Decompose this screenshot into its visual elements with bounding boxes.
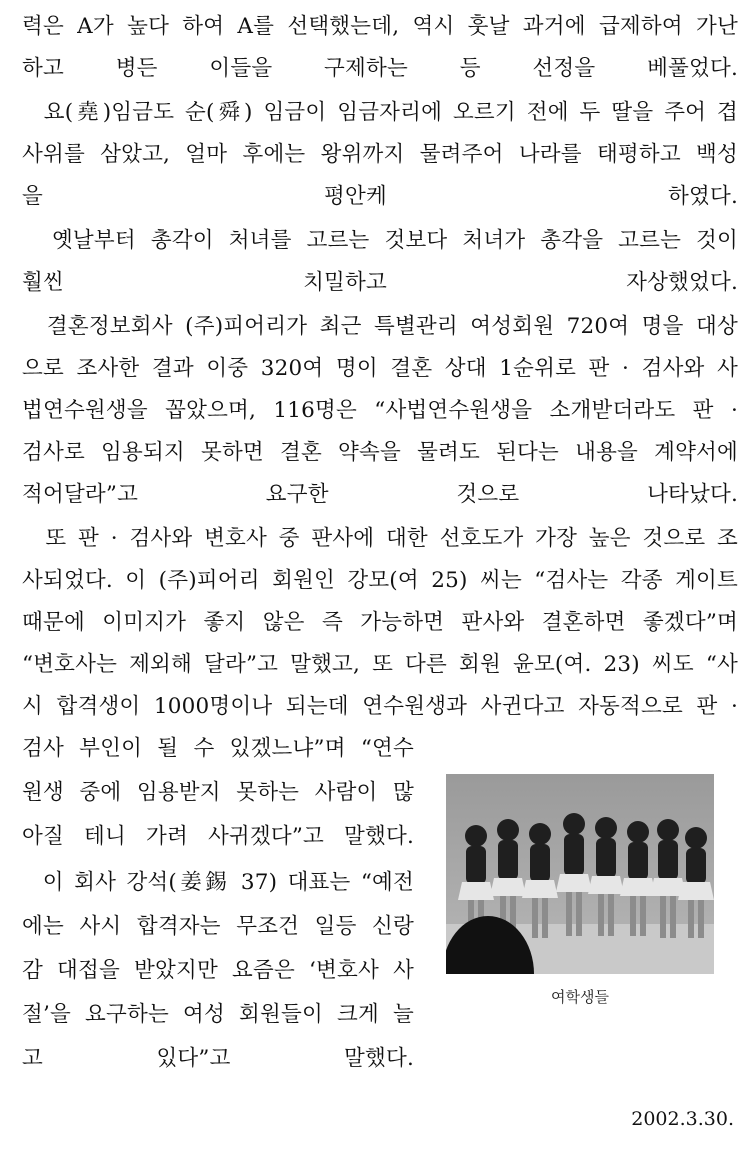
article-line: 요(堯)임금도 순(舜) 임금이 임금자리에 오르기 전에 두 딸을 주어 겹 — [22, 100, 738, 125]
article-line: 이 회사 강석(姜錫 37) 대표는 “예전 — [22, 870, 414, 895]
article-line: 원생 중에 임용받지 못하는 사람이 많 — [22, 780, 414, 805]
article-line: 훨씬 치밀하고 자상했었다. — [22, 270, 738, 295]
article-line: 절’을 요구하는 여성 회원들이 크게 늘 — [22, 1002, 414, 1027]
article-line: 하고 병든 이들을 구제하는 등 선정을 베풀었다. — [22, 56, 738, 81]
article-line: 아질 테니 가려 사귀겠다”고 말했다. — [22, 824, 414, 849]
article-line: 시 합격생이 1000명이나 되는데 연수원생과 사귄다고 자동적으로 판 · — [22, 694, 738, 719]
article-date: 2002.3.30. — [631, 1108, 734, 1130]
article-line: 법연수원생을 꼽았으며, 116명은 “사법연수원생을 소개받더라도 판 · — [22, 398, 738, 423]
article-line: 사위를 삼았고, 얼마 후에는 왕위까지 물려주어 나라를 태평하고 백성 — [22, 142, 738, 167]
article-line: 을 평안케 하였다. — [22, 184, 738, 209]
article-line: 검사로 임용되지 못하면 결혼 약속을 물려도 된다는 내용을 계약서에 — [22, 440, 738, 465]
article-line: 결혼정보회사 (주)피어리가 최근 특별관리 여성회원 720여 명을 대상 — [22, 314, 738, 339]
article-line: 또 판 · 검사와 변호사 중 판사에 대한 선호도가 가장 높은 것으로 조 — [22, 526, 738, 551]
article-line: “변호사는 제외해 달라”고 말했고, 또 다른 회원 윤모(여. 23) 씨도 “사 — [22, 652, 738, 677]
article-line: 에는 사시 합격자는 무조건 일등 신랑 — [22, 914, 414, 939]
article-line: 때문에 이미지가 좋지 않은 즉 가능하면 판사와 결혼하면 좋겠다”며 — [22, 610, 738, 635]
photo-caption: 여학생들 — [551, 988, 609, 1006]
article-line: 적어달라”고 요구한 것으로 나타났다. — [22, 482, 738, 507]
article-line: 력은 A가 높다 하여 A를 선택했는데, 역시 훗날 과거에 급제하여 가난 — [22, 14, 738, 39]
article-photo — [446, 774, 714, 974]
photo-illustration — [446, 774, 714, 974]
article-line: 으로 조사한 결과 이중 320여 명이 결혼 상대 1순위로 판 · 검사와 사 — [22, 356, 738, 381]
article-line: 옛날부터 총각이 처녀를 고르는 것보다 처녀가 총각을 고르는 것이 — [22, 228, 738, 253]
article-line: 감 대접을 받았지만 요즘은 ‘변호사 사 — [22, 958, 414, 983]
article-line: 검사 부인이 될 수 있겠느냐”며 “연수 — [22, 736, 414, 761]
article-line: 고 있다”고 말했다. — [22, 1046, 414, 1071]
article-line: 사되었다. 이 (주)피어리 회원인 강모(여 25) 씨는 “검사는 각종 게이트 — [22, 568, 738, 593]
